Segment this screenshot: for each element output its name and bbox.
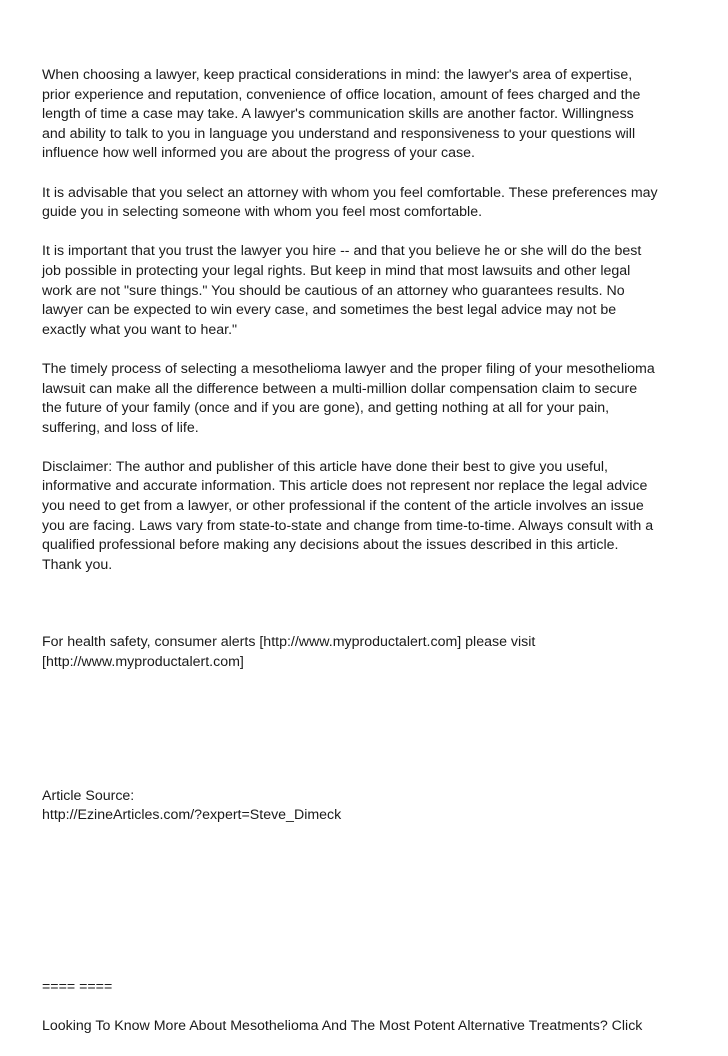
text-line: lawyer can be expected to win every case, and sometimes the best legal advice may not be — [42, 302, 617, 319]
spacer — [42, 595, 692, 633]
text-line: It is important that you trust the lawyer you hire -- and that you believe he or she will do the best — [42, 243, 642, 260]
spacer — [42, 692, 692, 787]
article-source — [42, 787, 692, 826]
paragraph-trust-lawyer — [42, 242, 692, 340]
separator-text: ==== ==== — [42, 978, 113, 995]
document-page — [42, 66, 692, 1056]
text-line: The timely process of selecting a mesothelioma lawyer and the proper filing of your mesothelioma — [42, 360, 655, 377]
text-line: Thank you. — [42, 556, 113, 573]
text-line: and ability to talk to you in language you understand and responsiveness to your questions will — [42, 125, 636, 142]
text-line: you are facing. Laws vary from state-to-state and change from time-to-time. Always consult with a — [42, 517, 654, 534]
text-line: lawsuit can make all the difference between a multi-million dollar compensation claim to secure — [42, 380, 638, 397]
text-line: informative and accurate information. This article does not represent nor replace the legal advice — [42, 478, 648, 495]
article-source-url: http://EzineArticles.com/?expert=Steve_Dimeck — [42, 807, 342, 824]
text-line: prior experience and reputation, convenience of office location, amount of fees charged and the — [42, 86, 641, 103]
text-line: work are not "sure things." You should be cautious of an attorney who guarantees results. No — [42, 282, 625, 299]
paragraph-comfortable-attorney — [42, 184, 692, 223]
text-line: length of time a case may take. A lawyer's communication skills are another factor. Willingness — [42, 106, 634, 123]
text-line: Disclaimer: The author and publisher of this article have done their best to give you useful, — [42, 458, 608, 475]
footer-block — [42, 1017, 692, 1037]
health-notice-link: [http://www.myproductalert.com] — [42, 653, 244, 670]
paragraph-disclaimer — [42, 458, 692, 576]
text-line: When choosing a lawyer, keep practical considerations in mind: the lawyer's area of expertise, — [42, 67, 633, 83]
text-line: suffering, and loss of life. — [42, 419, 199, 436]
health-notice-line: For health safety, consumer alerts [http://www.myproductalert.com] please visit — [42, 634, 536, 651]
text-line: exactly what you want to hear." — [42, 321, 238, 338]
text-line: influence how well informed you are about the progress of your case. — [42, 145, 475, 162]
paragraph-choosing-lawyer — [42, 66, 692, 164]
article-source-label: Article Source: — [42, 787, 135, 804]
spacer — [42, 846, 692, 978]
text-line: It is advisable that you select an attorney with whom you feel comfortable. These preferences may — [42, 184, 658, 201]
text-line: you need to get from a lawyer, or other professional if the content of the article involves an issue — [42, 498, 644, 515]
text-line: the future of your family (once and if you are gone), and getting nothing at all for your pain, — [42, 400, 610, 417]
text-line: job possible in protecting your legal rights. But keep in mind that most lawsuits and other legal — [42, 262, 631, 279]
paragraph-mesothelioma-process — [42, 360, 692, 438]
footer-line: Looking To Know More About Mesothelioma And The Most Potent Alternative Treatments? Click — [42, 1017, 643, 1034]
text-line: guide you in selecting someone with whom you feel most comfortable. — [42, 204, 483, 221]
health-notice — [42, 633, 692, 672]
separator-block — [42, 978, 692, 998]
text-line: qualified professional before making any decisions about the issues described in this article. — [42, 537, 619, 554]
